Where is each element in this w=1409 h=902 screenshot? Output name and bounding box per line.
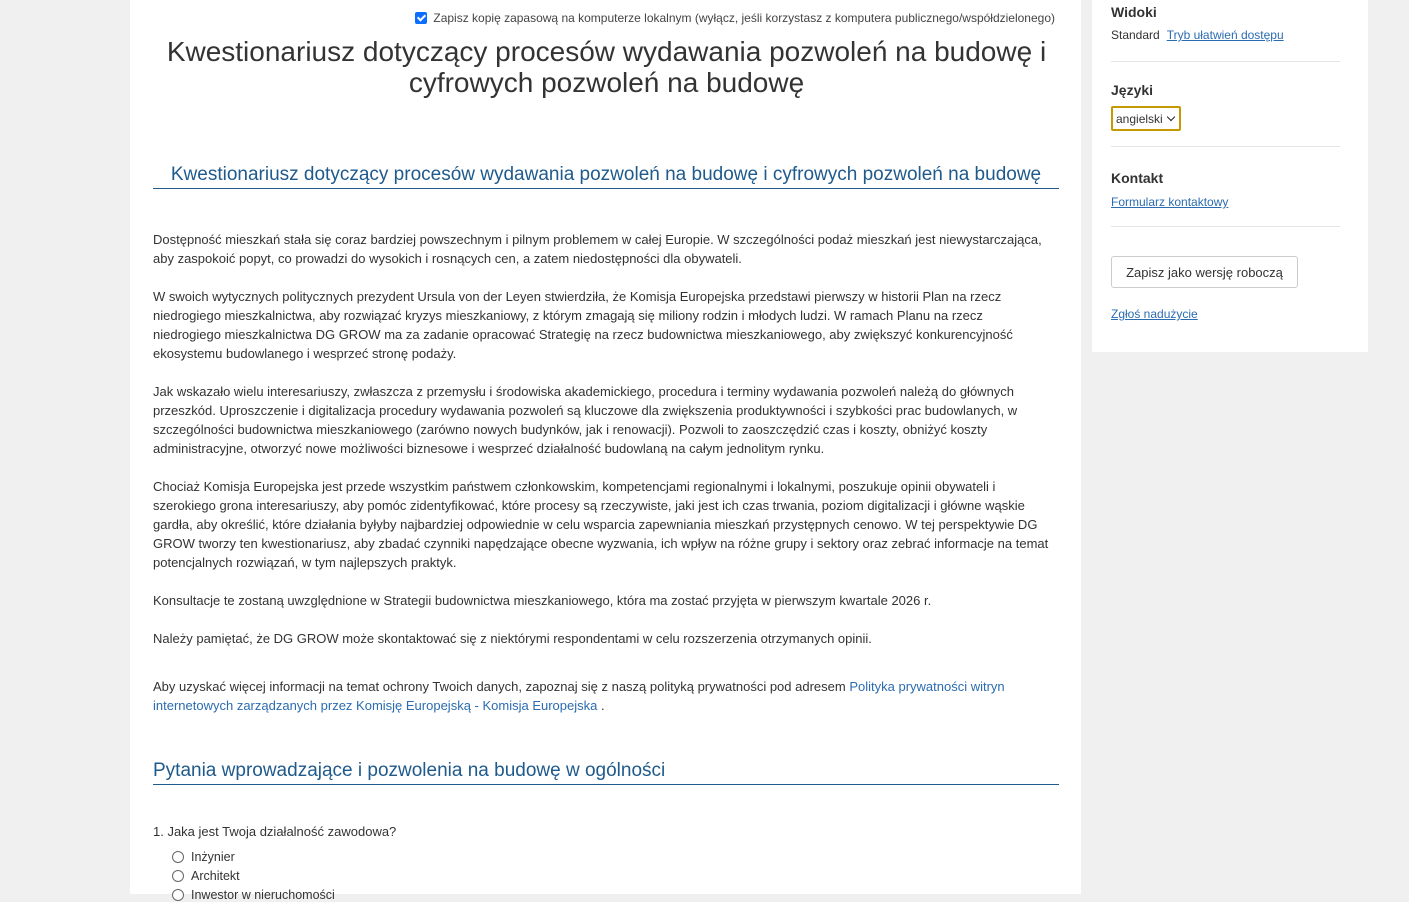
question-label: 1. Jaka jest Twoja działalność zawodowa? xyxy=(153,824,397,839)
save-draft-button[interactable]: Zapisz jako wersję roboczą xyxy=(1111,256,1298,288)
chevron-down-icon xyxy=(1166,113,1174,121)
radio-button[interactable] xyxy=(172,851,184,863)
privacy-policy-link[interactable]: Polityka prywatności witryn internetowych zarządzanych przez Komisję Europejską - Komisja Europejska xyxy=(153,679,1005,713)
intro-paragraph: Chociaż Komisja Europejska jest przede wszystkim państwem członkowskim, kompetencjami regionalnymi i lokalnymi, poszukuje opinii obywateli i szerokiego grona interesariuszy, aby pomóc zidentyfikować, które procesy są rzeczywiste, jaki jest ich czas trwania, poziom digitalizacji i główne wąskie gardła, aby określić, które działania byłyby najbardziej odpowiednie w celu wsparcia zapewniania mieszkań przystępnych cenowo. W tej perspektywie DG GROW tworzy ten kwestionariusz, aby zbadać czynniki napędzające obecne wyzwania, ich wpływ na różne grupy i sektory oraz zebrać informacje na temat potencjalnych rozwiązań, w tym najlepszych praktyk. xyxy=(153,479,1049,570)
contact-heading: Kontakt xyxy=(1111,170,1164,186)
privacy-paragraph xyxy=(153,677,1053,715)
radio-option-label: Inżynier xyxy=(191,850,235,864)
accessibility-mode-link[interactable]: Tryb ułatwień dostępu xyxy=(1166,28,1284,42)
backup-checkbox-label: Zapisz kopię zapasową na komputerze lokalnym (wyłącz, jeśli korzystasz z komputera publicznego/współdzielonego) xyxy=(433,11,1055,25)
language-selected-value: angielski xyxy=(1116,111,1163,126)
views-row xyxy=(1111,28,1284,42)
radio-option-label: Inwestor w nieruchomości xyxy=(191,888,335,902)
divider xyxy=(1111,61,1340,62)
radio-button[interactable] xyxy=(172,870,184,882)
page-title: Kwestionariusz dotyczący procesów wydawania pozwoleń na budowę i cyfrowych pozwoleń na budowę xyxy=(166,36,1047,98)
backup-checkbox[interactable] xyxy=(415,12,427,24)
survey-main-panel xyxy=(130,0,1081,902)
radio-button[interactable] xyxy=(172,889,184,901)
radio-option-architect[interactable] xyxy=(172,869,240,883)
radio-option-label: Architekt xyxy=(191,869,240,883)
radio-option-engineer[interactable] xyxy=(172,850,235,864)
intro-paragraph: Należy pamiętać, że DG GROW może skontaktować się z niektórymi respondentami w celu rozszerzenia otrzymanych opinii. xyxy=(153,631,872,646)
report-abuse-link[interactable]: Zgłoś nadużycie xyxy=(1111,307,1198,321)
divider xyxy=(1111,226,1340,227)
language-select[interactable] xyxy=(1111,106,1181,131)
privacy-suffix: . xyxy=(597,698,605,713)
intro-paragraph: Dostępność mieszkań stała się coraz bardziej powszechnym i pilnym problemem w całej Europie. W szczególności podaż mieszkań jest niewystarczająca, aby zaspokoić popyt, co prowadzi do wysokich i rosnących cen, a zatem niedostępności dla obywateli. xyxy=(153,232,1042,266)
intro-paragraph: Jak wskazało wielu interesariuszy, zwłaszcza z przemysłu i środowiska akademickiego, procedura i terminy wydawania pozwoleń należą do głównych przeszkód. Uproszczenie i digitalizacja procedury wydawania pozwoleń są kluczowe dla zwiększenia produktywności i szybkości prac budowlanych, w szczególności budownictwa mieszkaniowego (zarówno nowych budynków, jak i renowacji). Pozwoli to zaoszczędzić czas i koszty, obniżyć koszty administracyjne, otworzyć nowe możliwości biznesowe i wesprzeć działalność budowlaną na całym jednolitym rynku. xyxy=(153,384,1018,456)
privacy-text: Aby uzyskać więcej informacji na temat ochrony Twoich danych, zapoznaj się z naszą polityką prywatności pod adresem xyxy=(153,679,850,694)
section-title-questions: Pytania wprowadzające i pozwolenia na budowę w ogólności xyxy=(153,759,1059,785)
sidebar xyxy=(1092,0,1368,352)
contact-form-link[interactable]: Formularz kontaktowy xyxy=(1111,195,1229,209)
intro-paragraph: W swoich wytycznych politycznych prezydent Ursula von der Leyen stwierdziła, że Komisja Europejska przedstawi pierwszy w historii Plan na rzecz niedrogiego mieszkalnictwa, aby rozwiązać kryzys mieszkaniowy, z którym zmagają się miliony rodzin i młodych ludzi. W ramach Planu na rzecz niedrogiego mieszkalnictwa DG GROW ma za zadanie opracować Strategię na rzecz budownictwa mieszkaniowego, aby zwiększyć konkurencyjność ekosystemu budowlanego i wesprzeć stronę podaży. xyxy=(153,289,1013,361)
divider xyxy=(1111,146,1340,147)
intro-paragraph: Konsultacje te zostaną uwzględnione w Strategii budownictwa mieszkaniowego, która ma zostać przyjęta w pierwszym kwartale 2026 r. xyxy=(153,593,932,608)
radio-option-investor[interactable] xyxy=(172,888,335,902)
section-title-intro: Kwestionariusz dotyczący procesów wydawania pozwoleń na budowę i cyfrowych pozwoleń na budowę xyxy=(153,163,1059,189)
views-heading: Widoki xyxy=(1111,4,1157,20)
view-standard[interactable]: Standard xyxy=(1111,28,1160,42)
backup-checkbox-row[interactable] xyxy=(415,11,1055,25)
languages-heading: Języki xyxy=(1111,82,1154,98)
